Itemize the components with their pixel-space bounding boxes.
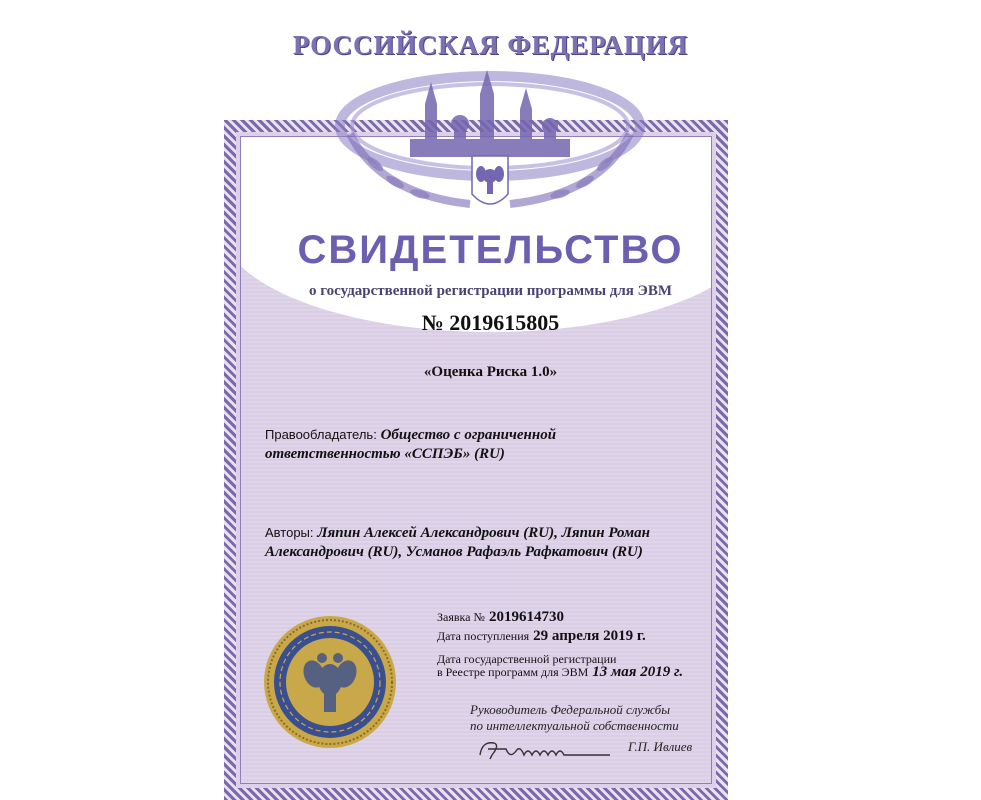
registration-label-line2: в Реестре программ для ЭВМ (437, 665, 589, 679)
kremlin-emblem-icon (320, 64, 660, 229)
official-position-line2: по интеллектуальной собственности (470, 718, 679, 733)
received-row (437, 627, 717, 645)
country-title: РОССИЙСКАЯ ФЕДЕРАЦИЯ (292, 30, 689, 60)
certificate-subtitle: о государственной регистрации программы для ЭВМ (308, 283, 673, 299)
official-name: Г.П. Ивлиев (628, 739, 693, 754)
registration-label-line1: Дата государственной регистрации (437, 652, 617, 666)
application-row (437, 608, 717, 626)
official-seal-icon (262, 614, 398, 750)
authors-block (265, 523, 695, 562)
received-date: 29 апреля 2019 г. (533, 628, 646, 644)
registration-date-row (437, 663, 717, 681)
authors-value: Ляпин Алексей Александрович (RU), Ляпин Роман Александрович (RU), Усманов Рафаэль Рафкатович (RU) (265, 525, 651, 560)
owner-value: Общество с ограниченной ответственностью «ССПЭБ» (RU) (265, 427, 557, 462)
certificate-title: СВИДЕТЕЛЬСТВО (297, 228, 684, 272)
official-position-line1: Руководитель Федеральной службы (470, 702, 671, 717)
application-label: Заявка № (437, 610, 485, 624)
certificate-number: № 2019615805 (421, 310, 560, 335)
authors-label: Авторы: (265, 525, 314, 540)
received-label: Дата поступления (437, 629, 530, 643)
application-number: 2019614730 (488, 609, 564, 625)
program-name: «Оценка Риска 1.0» (423, 364, 558, 380)
registration-date: 13 мая 2019 г. (592, 664, 684, 680)
owner-label: Правообладатель: (265, 427, 377, 442)
owner-block (265, 425, 695, 464)
